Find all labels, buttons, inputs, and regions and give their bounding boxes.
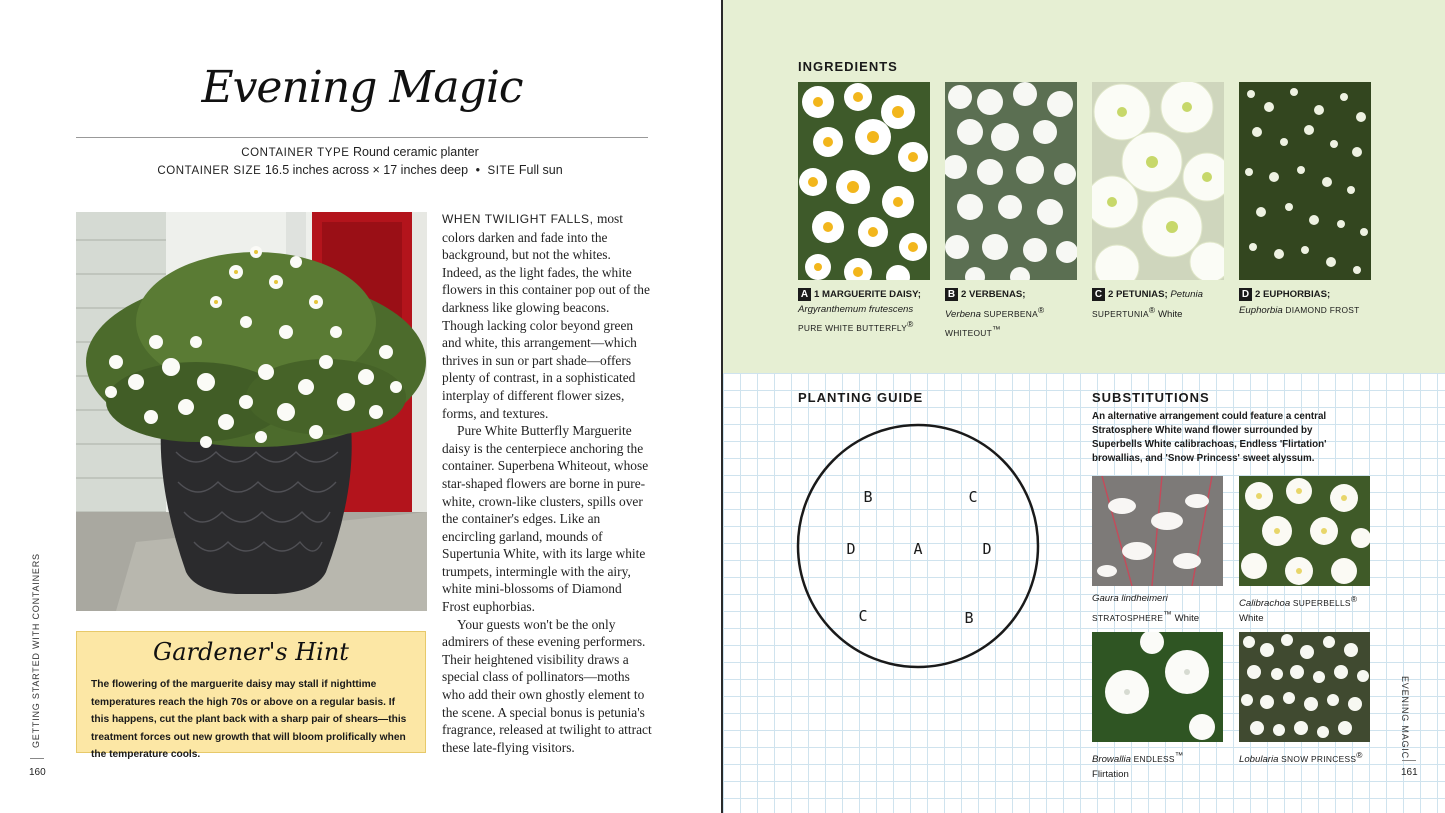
- sub-photo-calibrachoa: [1239, 476, 1370, 586]
- body-paragraph-1: [442, 210, 652, 422]
- ingredient-caption-a: A 1 MARGUERITE DAISY; Argyranthemum frutescens PURE WHITE BUTTERFLY®: [798, 289, 921, 334]
- plot-label-b-bottom: B: [964, 609, 974, 627]
- section-label-right: EVENING MAGIC: [1400, 676, 1410, 759]
- sub-caption-gaura: Gaura lindheimeri STRATOSPHERE™ White: [1092, 593, 1200, 624]
- sub-caption-lobularia: Lobularia SNOW PRINCESS®: [1239, 750, 1363, 766]
- lead-in: WHEN TWILIGHT FALLS,: [442, 212, 594, 226]
- page-number-left: 160: [29, 767, 46, 778]
- container-size-label: CONTAINER SIZE: [157, 165, 262, 177]
- substitutions-heading: SUBSTITUTIONS: [1092, 390, 1210, 405]
- side-tick-left: [30, 758, 44, 759]
- sub-photo-gaura: [1092, 476, 1223, 586]
- container-size-value: 16.5 inches across × 17 inches deep: [264, 163, 469, 177]
- plot-label-a-center: A: [913, 540, 923, 558]
- site-label: SITE: [487, 165, 516, 177]
- body-paragraph-3: Your guests won't be the only admirers of these evening performers. Their heightened visibility draws a special class of pollinators—moths who add their own ghostly element to the scene. A special bonus is petunia's fragrance, released at twilight to attract these late-flying visitors.: [442, 616, 652, 755]
- sub-photo-lobularia: [1239, 632, 1370, 742]
- right-page: [723, 0, 1445, 813]
- ingredient-photo-d: [1239, 82, 1371, 280]
- plot-label-d-left: D: [846, 540, 856, 558]
- ingredient-letter-a: A: [798, 288, 811, 301]
- ingredient-letter-c: C: [1092, 288, 1105, 301]
- plot-label-b-top: B: [863, 488, 873, 506]
- plot-label-d-right: D: [982, 540, 992, 558]
- bullet-separator: •: [475, 163, 480, 177]
- site-value: Full sun: [518, 163, 563, 177]
- body-paragraph-2: Pure White Butterfly Marguerite daisy is the centerpiece anchoring the container. Superbena Whiteout, whose star-shaped flowers are borne in pure-white, crown-like clusters, spills over the container's edges. Like an encircling garland, mounds of Supertunia White, with its large white trumpets, intermingle with the airy, white mini-blossoms of Diamond Frost euphorbias.: [442, 423, 649, 615]
- ingredient-letter-b: B: [945, 288, 958, 301]
- title-rule: [76, 137, 648, 138]
- planting-guide-diagram: [795, 420, 1045, 672]
- sub-caption-browallia: Browallia ENDLESS™ Flirtation: [1092, 750, 1184, 780]
- page-number-right: 161: [1401, 767, 1418, 778]
- container-size-line: [76, 163, 648, 177]
- hint-text: The flowering of the marguerite daisy may stall if nighttime temperatures reach the high 70s or above on a regular basis. If this happens, cut the plant back with a sharp pair of shears—this treatment forces out new growth that will bloom prolifically when the temperature cools.: [91, 679, 407, 760]
- page-title: Evening Magic: [201, 62, 523, 113]
- ingredients-heading: INGREDIENTS: [798, 59, 898, 74]
- ingredient-photo-a: [798, 82, 930, 280]
- ingredient-caption-c: C 2 PETUNIAS; Petunia SUPERTUNIA® White: [1092, 289, 1203, 320]
- plot-label-c-top: C: [968, 488, 978, 506]
- left-page: [0, 0, 722, 813]
- container-type-line: [76, 145, 648, 159]
- section-label-left: GETTING STARTED WITH CONTAINERS: [31, 553, 41, 748]
- container-type-value: Round ceramic planter: [353, 145, 479, 159]
- sub-caption-calibrachoa: Calibrachoa SUPERBELLS® White: [1239, 594, 1358, 624]
- sub-photo-browallia: [1092, 632, 1223, 742]
- hero-photo: [76, 212, 427, 611]
- body-paragraph-1-text: most colors darken and fade into the background, but not the whites. Indeed, as the light fades, the white flowers in this container pop out of the darkness like glowing beacons. Though lacking color beyond green and white, this arrangement—which thrives in sun or part shade—offers plenty of contrast, in a sophisticated interplay of different flower sizes, forms, and textures.: [442, 211, 650, 421]
- body-text: [442, 210, 652, 756]
- ingredient-caption-d: D 2 EUPHORBIAS; Euphorbia DIAMOND FROST: [1239, 289, 1360, 316]
- ingredient-letter-d: D: [1239, 288, 1252, 301]
- gardeners-hint-box: [76, 631, 426, 760]
- plot-label-c-bottom: C: [858, 607, 868, 625]
- hint-title: Gardener's Hint: [153, 638, 349, 666]
- side-tick-right: [1402, 760, 1416, 761]
- ingredient-photo-c: [1092, 82, 1224, 280]
- ingredient-caption-b: B 2 VERBENAS; Verbena SUPERBENA® WHITEOUT™: [945, 289, 1045, 339]
- substitutions-text: An alternative arrangement could feature a central Stratosphere White wand flower surrounded by Superbells White calibrachoas, Endless 'Flirtation' browallias, and 'Snow Princess' sweet alyssum.: [1092, 411, 1327, 464]
- ingredient-photo-b: [945, 82, 1077, 280]
- container-type-label: CONTAINER TYPE: [241, 147, 350, 159]
- planting-guide-heading: PLANTING GUIDE: [798, 390, 924, 405]
